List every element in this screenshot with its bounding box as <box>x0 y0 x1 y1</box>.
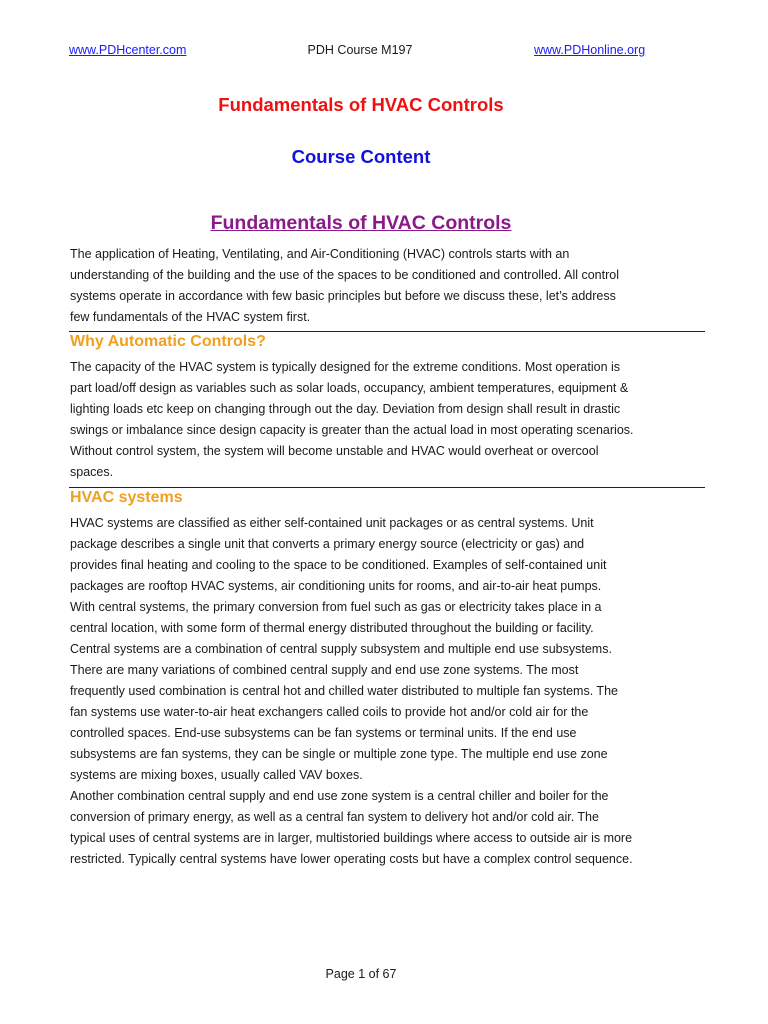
text-line: provides final heating and cooling to the space to be conditioned. Examples of self-contained unit <box>70 558 607 572</box>
pdhcenter-link[interactable]: www.PDHcenter.com <box>69 43 187 57</box>
text-line: typical uses of central systems are in larger, multistoried buildings where access to outside air is more <box>70 831 633 845</box>
text-line: Another combination central supply and end use zone system is a central chiller and boiler for the <box>70 789 609 803</box>
text-line: conversion of primary energy, as well as a central fan system to delivery hot and/or cold air. The <box>70 810 599 824</box>
text-line: systems operate in accordance with few basic principles but before we discuss these, let’s address <box>70 289 616 303</box>
section-title: Fundamentals of HVAC Controls <box>210 212 512 234</box>
text-line: The application of Heating, Ventilating, and Air-Conditioning (HVAC) controls starts with an <box>70 247 570 261</box>
text-line: understanding of the building and the use of the spaces to be conditioned and controlled. All control <box>70 268 619 282</box>
text-line: spaces. <box>70 465 114 479</box>
text-line: HVAC systems are classified as either self-contained unit packages or as central systems. Unit <box>70 516 594 530</box>
intro-paragraph <box>70 244 619 328</box>
page-number: Page 1 of 67 <box>325 967 397 981</box>
text-line: restricted. Typically central systems have lower operating costs but have a complex control sequence. <box>70 852 633 866</box>
text-line: swings or imbalance since design capacity is greater than the actual load in most operating scenarios. <box>70 423 634 437</box>
document-title: Fundamentals of HVAC Controls <box>218 94 504 115</box>
text-line: There are many variations of combined central supply and end use zone systems. The most <box>70 663 579 677</box>
course-content-heading: Course Content <box>291 146 431 167</box>
why-controls-paragraph <box>70 357 634 483</box>
text-line: lighting loads etc keep on changing through out the day. Deviation from design shall result in drastic <box>70 402 621 416</box>
text-line: central location, with some form of thermal energy distributed throughout the building or facility. <box>70 621 594 635</box>
text-line: frequently used combination is central hot and chilled water distributed to multiple fan systems. The <box>70 684 618 698</box>
text-line: systems are mixing boxes, usually called VAV boxes. <box>70 768 363 782</box>
text-line: fan systems use water-to-air heat exchangers called coils to provide hot and/or cold air for the <box>70 705 589 719</box>
text-line: Without control system, the system will become unstable and HVAC would overheat or overcool <box>70 444 599 458</box>
course-code: PDH Course M197 <box>307 43 413 57</box>
text-line: few fundamentals of the HVAC system first. <box>70 310 311 324</box>
subheading-hvac-systems: HVAC systems <box>70 489 183 506</box>
pdhonline-link[interactable]: www.PDHonline.org <box>534 43 646 57</box>
text-line: controlled spaces. End-use subsystems can be fan systems or terminal units. If the end use <box>70 726 577 740</box>
text-line: Central systems are a combination of central supply subsystem and multiple end use subsystems. <box>70 642 612 656</box>
text-line: subsystems are fan systems, they can be single or multiple zone type. The multiple end use zone <box>70 747 608 761</box>
hvac-systems-paragraph <box>70 513 633 870</box>
text-line: The capacity of the HVAC system is typically designed for the extreme conditions. Most operation is <box>70 360 621 374</box>
text-line: part load/off design as variables such as solar loads, occupancy, ambient temperatures, equipment & <box>70 381 629 395</box>
text-line: package describes a single unit that converts a primary energy source (electricity or gas) and <box>70 537 585 551</box>
text-line: packages are rooftop HVAC systems, air conditioning units for rooms, and air-to-air heat pumps. <box>70 579 602 593</box>
subheading-why-automatic-controls: Why Automatic Controls? <box>70 333 266 350</box>
text-line: With central systems, the primary conversion from fuel such as gas or electricity takes place in a <box>70 600 602 614</box>
